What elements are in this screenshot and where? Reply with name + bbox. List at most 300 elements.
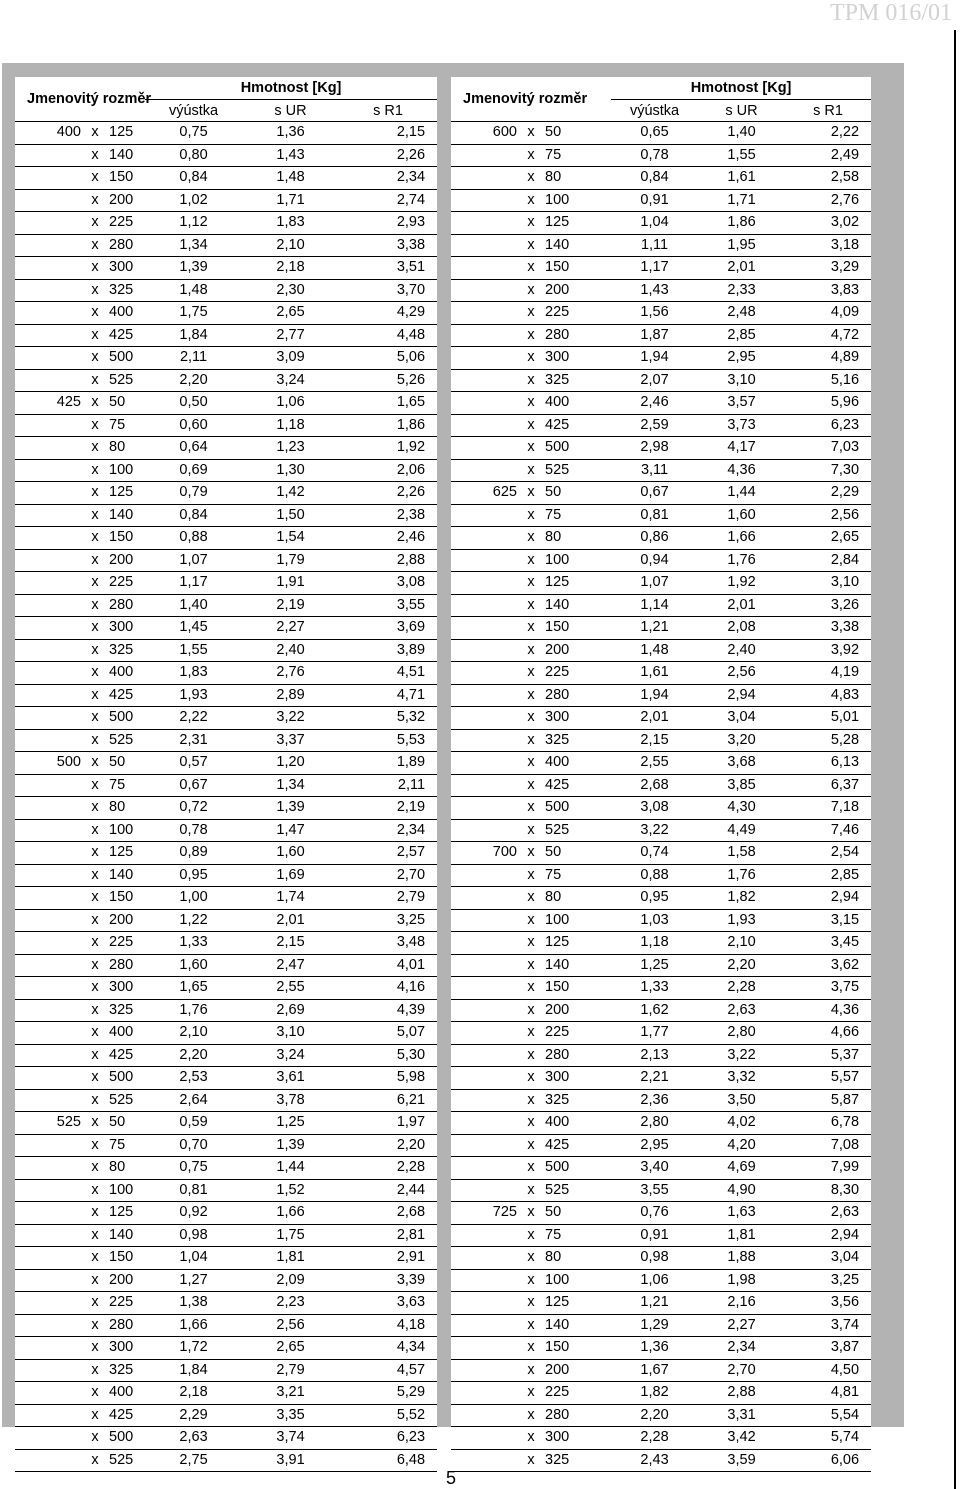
nominal-width-cell (15, 617, 85, 640)
times-sign-cell: x (85, 662, 105, 685)
times-sign-cell: x (521, 1044, 541, 1067)
mass-vyustka-cell: 2,43 (611, 1449, 698, 1472)
mass-s-r1-cell: 4,71 (339, 684, 437, 707)
mass-s-r1-cell: 4,36 (785, 999, 871, 1022)
mass-s-r1-cell: 4,18 (339, 1314, 437, 1337)
mass-vyustka-cell: 0,78 (145, 819, 242, 842)
mass-s-ur-cell: 1,66 (698, 527, 785, 550)
table-row (15, 1337, 437, 1360)
table-row (451, 1157, 871, 1180)
nominal-width-cell (451, 1314, 521, 1337)
mass-s-ur-cell: 2,65 (242, 302, 339, 325)
mass-s-r1-cell: 7,99 (785, 1157, 871, 1180)
times-sign-cell: x (85, 459, 105, 482)
mass-s-r1-cell: 4,48 (339, 324, 437, 347)
nominal-width-cell (15, 189, 85, 212)
times-sign-cell: x (85, 1292, 105, 1315)
mass-vyustka-cell: 0,78 (611, 144, 698, 167)
header-s-r1: s R1 (339, 100, 437, 122)
table-row (15, 1449, 437, 1472)
mass-s-ur-cell: 1,39 (242, 1134, 339, 1157)
table-row (451, 1382, 871, 1405)
mass-s-r1-cell: 4,19 (785, 662, 871, 685)
nominal-width-cell (451, 1269, 521, 1292)
mass-vyustka-cell: 0,98 (145, 1224, 242, 1247)
table-row (15, 819, 437, 842)
table-row (451, 819, 871, 842)
nominal-width-cell (451, 1292, 521, 1315)
nominal-height-cell: 400 (105, 1022, 145, 1045)
nominal-width-cell (451, 1044, 521, 1067)
times-sign-cell: x (521, 729, 541, 752)
nominal-height-cell: 100 (541, 549, 611, 572)
table-row (451, 279, 871, 302)
mass-vyustka-cell: 3,40 (611, 1157, 698, 1180)
mass-s-ur-cell: 3,35 (242, 1404, 339, 1427)
nominal-height-cell: 225 (105, 1292, 145, 1315)
table-row (15, 1179, 437, 1202)
nominal-height-cell: 325 (105, 1359, 145, 1382)
mass-vyustka-cell: 0,84 (611, 167, 698, 190)
times-sign-cell: x (521, 1314, 541, 1337)
mass-s-ur-cell: 1,52 (242, 1179, 339, 1202)
mass-s-r1-cell: 2,81 (339, 1224, 437, 1247)
mass-s-r1-cell: 2,15 (339, 122, 437, 145)
mass-vyustka-cell: 1,03 (611, 909, 698, 932)
mass-s-ur-cell: 2,10 (698, 932, 785, 955)
mass-vyustka-cell: 1,07 (145, 549, 242, 572)
mass-s-r1-cell: 1,86 (339, 414, 437, 437)
mass-vyustka-cell: 1,39 (145, 257, 242, 280)
nominal-height-cell: 500 (105, 1427, 145, 1450)
nominal-width-cell (15, 797, 85, 820)
mass-s-r1-cell: 2,68 (339, 1202, 437, 1225)
table-row (451, 594, 871, 617)
mass-s-r1-cell: 7,03 (785, 437, 871, 460)
mass-vyustka-cell: 0,76 (611, 1202, 698, 1225)
times-sign-cell: x (521, 1157, 541, 1180)
mass-vyustka-cell: 2,22 (145, 707, 242, 730)
mass-s-ur-cell: 3,78 (242, 1089, 339, 1112)
table-row (15, 707, 437, 730)
nominal-height-cell: 300 (105, 257, 145, 280)
mass-s-r1-cell: 1,65 (339, 392, 437, 415)
header-s-ur: s UR (698, 100, 785, 122)
nominal-height-cell: 75 (105, 414, 145, 437)
nominal-width-cell (451, 1179, 521, 1202)
table-row (451, 662, 871, 685)
nominal-width-cell (15, 594, 85, 617)
times-sign-cell: x (85, 932, 105, 955)
mass-s-ur-cell: 2,56 (698, 662, 785, 685)
mass-s-r1-cell: 4,29 (339, 302, 437, 325)
table-row (15, 797, 437, 820)
mass-vyustka-cell: 1,04 (611, 212, 698, 235)
table-row (15, 932, 437, 955)
table-row (451, 617, 871, 640)
mass-s-ur-cell: 3,22 (242, 707, 339, 730)
mass-vyustka-cell: 2,68 (611, 774, 698, 797)
table-row (15, 279, 437, 302)
table-row (451, 257, 871, 280)
times-sign-cell: x (85, 797, 105, 820)
mass-s-ur-cell: 2,10 (242, 234, 339, 257)
times-sign-cell: x (85, 369, 105, 392)
table-row (15, 414, 437, 437)
nominal-height-cell: 300 (105, 1337, 145, 1360)
times-sign-cell: x (85, 1179, 105, 1202)
mass-s-ur-cell: 1,18 (242, 414, 339, 437)
mass-s-r1-cell: 7,30 (785, 459, 871, 482)
mass-vyustka-cell: 1,76 (145, 999, 242, 1022)
mass-vyustka-cell: 0,64 (145, 437, 242, 460)
nominal-width-cell (15, 999, 85, 1022)
mass-s-ur-cell: 2,23 (242, 1292, 339, 1315)
mass-s-r1-cell: 5,07 (339, 1022, 437, 1045)
times-sign-cell: x (521, 527, 541, 550)
header-mass: Hmotnost [Kg] (611, 77, 871, 100)
times-sign-cell: x (85, 414, 105, 437)
table-row (451, 1269, 871, 1292)
mass-s-r1-cell: 2,58 (785, 167, 871, 190)
mass-s-r1-cell: 3,08 (339, 572, 437, 595)
nominal-width-cell: 425 (15, 392, 85, 415)
table-row (15, 1427, 437, 1450)
mass-s-r1-cell: 3,83 (785, 279, 871, 302)
nominal-width-cell (15, 302, 85, 325)
mass-s-ur-cell: 2,80 (698, 1022, 785, 1045)
mass-vyustka-cell: 0,72 (145, 797, 242, 820)
table-row (15, 1247, 437, 1270)
mass-s-r1-cell: 3,87 (785, 1337, 871, 1360)
table-row (451, 797, 871, 820)
nominal-width-cell: 625 (451, 482, 521, 505)
table-row (451, 999, 871, 1022)
mass-vyustka-cell: 1,38 (145, 1292, 242, 1315)
mass-s-r1-cell: 2,74 (339, 189, 437, 212)
times-sign-cell: x (521, 1359, 541, 1382)
mass-vyustka-cell: 2,15 (611, 729, 698, 752)
nominal-height-cell: 80 (105, 1157, 145, 1180)
times-sign-cell: x (85, 1337, 105, 1360)
nominal-width-cell (15, 504, 85, 527)
table-row (15, 302, 437, 325)
nominal-height-cell: 325 (105, 999, 145, 1022)
mass-s-ur-cell: 2,40 (242, 639, 339, 662)
nominal-width-cell (15, 549, 85, 572)
mass-s-ur-cell: 3,57 (698, 392, 785, 415)
mass-s-r1-cell: 6,23 (785, 414, 871, 437)
mass-s-ur-cell: 1,92 (698, 572, 785, 595)
nominal-height-cell: 80 (541, 527, 611, 550)
nominal-height-cell: 140 (105, 1224, 145, 1247)
times-sign-cell: x (85, 887, 105, 910)
nominal-width-cell (451, 1112, 521, 1135)
mass-s-ur-cell: 2,63 (698, 999, 785, 1022)
mass-vyustka-cell: 2,53 (145, 1067, 242, 1090)
mass-s-r1-cell: 2,46 (339, 527, 437, 550)
mass-vyustka-cell: 0,95 (145, 864, 242, 887)
times-sign-cell: x (521, 662, 541, 685)
nominal-width-cell (15, 1089, 85, 1112)
mass-s-r1-cell: 5,96 (785, 392, 871, 415)
nominal-width-cell (15, 414, 85, 437)
mass-vyustka-cell: 0,94 (611, 549, 698, 572)
mass-s-r1-cell: 2,88 (339, 549, 437, 572)
times-sign-cell: x (521, 1382, 541, 1405)
mass-s-r1-cell: 7,08 (785, 1134, 871, 1157)
nominal-height-cell: 200 (541, 999, 611, 1022)
table-row (451, 549, 871, 572)
mass-s-r1-cell: 4,16 (339, 977, 437, 1000)
mass-vyustka-cell: 1,36 (611, 1337, 698, 1360)
mass-s-r1-cell: 3,62 (785, 954, 871, 977)
header-nominal-size: Jmenovitý rozměr (15, 77, 145, 122)
table-frame (2, 63, 904, 1468)
nominal-width-cell (451, 909, 521, 932)
times-sign-cell: x (85, 392, 105, 415)
table-row (15, 864, 437, 887)
nominal-height-cell: 225 (541, 662, 611, 685)
table-row (451, 1089, 871, 1112)
mass-vyustka-cell: 1,21 (611, 1292, 698, 1315)
table-row (451, 504, 871, 527)
mass-s-r1-cell: 5,57 (785, 1067, 871, 1090)
mass-s-r1-cell: 3,18 (785, 234, 871, 257)
nominal-width-cell (451, 167, 521, 190)
times-sign-cell: x (521, 797, 541, 820)
nominal-width-cell (451, 414, 521, 437)
table-row (15, 1044, 437, 1067)
mass-vyustka-cell: 1,00 (145, 887, 242, 910)
nominal-height-cell: 75 (541, 504, 611, 527)
mass-vyustka-cell: 2,80 (611, 1112, 698, 1135)
mass-s-ur-cell: 2,18 (242, 257, 339, 280)
mass-vyustka-cell: 0,67 (145, 774, 242, 797)
mass-s-ur-cell: 1,44 (242, 1157, 339, 1180)
nominal-width-cell (451, 954, 521, 977)
nominal-width-cell (451, 977, 521, 1000)
nominal-width-cell (451, 369, 521, 392)
mass-s-r1-cell: 2,94 (785, 887, 871, 910)
times-sign-cell: x (521, 482, 541, 505)
table-row (15, 1157, 437, 1180)
mass-s-r1-cell: 2,38 (339, 504, 437, 527)
table-row (15, 482, 437, 505)
header-s-r1: s R1 (785, 100, 871, 122)
mass-s-r1-cell: 6,48 (339, 1449, 437, 1472)
nominal-width-cell (15, 144, 85, 167)
mass-s-ur-cell: 1,63 (698, 1202, 785, 1225)
times-sign-cell: x (521, 167, 541, 190)
mass-vyustka-cell: 2,55 (611, 752, 698, 775)
table-row (15, 729, 437, 752)
times-sign-cell: x (85, 482, 105, 505)
table-row (451, 234, 871, 257)
mass-s-ur-cell: 1,66 (242, 1202, 339, 1225)
mass-s-r1-cell: 2,94 (785, 1224, 871, 1247)
times-sign-cell: x (521, 639, 541, 662)
mass-s-ur-cell: 3,10 (242, 1022, 339, 1045)
nominal-height-cell: 325 (105, 639, 145, 662)
times-sign-cell: x (521, 1179, 541, 1202)
table-row (15, 1067, 437, 1090)
mass-vyustka-cell: 1,48 (611, 639, 698, 662)
mass-vyustka-cell: 1,07 (611, 572, 698, 595)
header-nominal-size: Jmenovitý rozměr (451, 77, 611, 122)
nominal-width-cell (451, 932, 521, 955)
weight-table-left (15, 77, 437, 1472)
mass-s-r1-cell: 3,92 (785, 639, 871, 662)
nominal-height-cell: 325 (541, 369, 611, 392)
mass-s-ur-cell: 1,54 (242, 527, 339, 550)
mass-vyustka-cell: 0,59 (145, 1112, 242, 1135)
mass-s-ur-cell: 1,75 (242, 1224, 339, 1247)
mass-vyustka-cell: 0,74 (611, 842, 698, 865)
nominal-height-cell: 100 (541, 909, 611, 932)
mass-s-ur-cell: 2,40 (698, 639, 785, 662)
nominal-height-cell: 80 (541, 1247, 611, 1270)
nominal-height-cell: 140 (541, 234, 611, 257)
times-sign-cell: x (85, 1112, 105, 1135)
mass-s-ur-cell: 1,79 (242, 549, 339, 572)
mass-s-ur-cell: 2,47 (242, 954, 339, 977)
table-row (15, 1382, 437, 1405)
mass-vyustka-cell: 2,20 (145, 369, 242, 392)
nominal-width-cell (15, 954, 85, 977)
mass-s-r1-cell: 6,23 (339, 1427, 437, 1450)
mass-s-r1-cell: 6,37 (785, 774, 871, 797)
mass-s-r1-cell: 5,01 (785, 707, 871, 730)
mass-vyustka-cell: 1,43 (611, 279, 698, 302)
table-row (451, 437, 871, 460)
table-row (451, 1314, 871, 1337)
nominal-width-cell (451, 1427, 521, 1450)
mass-s-r1-cell: 2,65 (785, 527, 871, 550)
times-sign-cell: x (85, 819, 105, 842)
mass-s-ur-cell: 1,81 (698, 1224, 785, 1247)
mass-s-r1-cell: 4,50 (785, 1359, 871, 1382)
mass-s-r1-cell: 2,76 (785, 189, 871, 212)
times-sign-cell: x (85, 1359, 105, 1382)
mass-s-r1-cell: 2,93 (339, 212, 437, 235)
mass-s-ur-cell: 1,71 (698, 189, 785, 212)
times-sign-cell: x (85, 729, 105, 752)
nominal-width-cell (451, 1067, 521, 1090)
nominal-height-cell: 125 (541, 212, 611, 235)
nominal-width-cell (451, 437, 521, 460)
nominal-width-cell (15, 437, 85, 460)
times-sign-cell: x (521, 392, 541, 415)
nominal-width-cell (451, 639, 521, 662)
mass-vyustka-cell: 2,46 (611, 392, 698, 415)
mass-vyustka-cell: 1,11 (611, 234, 698, 257)
nominal-height-cell: 150 (541, 1337, 611, 1360)
mass-s-r1-cell: 2,79 (339, 887, 437, 910)
table-row (451, 1292, 871, 1315)
mass-vyustka-cell: 3,22 (611, 819, 698, 842)
nominal-height-cell: 225 (105, 212, 145, 235)
times-sign-cell: x (85, 1269, 105, 1292)
times-sign-cell: x (85, 1202, 105, 1225)
nominal-height-cell: 150 (541, 617, 611, 640)
mass-vyustka-cell: 0,60 (145, 414, 242, 437)
mass-s-r1-cell: 2,63 (785, 1202, 871, 1225)
mass-s-ur-cell: 1,47 (242, 819, 339, 842)
nominal-width-cell (451, 392, 521, 415)
table-row (15, 954, 437, 977)
document-code: TPM 016/01 (829, 0, 952, 26)
table-row (15, 662, 437, 685)
mass-s-ur-cell: 1,61 (698, 167, 785, 190)
mass-vyustka-cell: 2,75 (145, 1449, 242, 1472)
times-sign-cell: x (521, 1449, 541, 1472)
nominal-height-cell: 150 (105, 1247, 145, 1270)
mass-vyustka-cell: 1,33 (611, 977, 698, 1000)
mass-vyustka-cell: 0,92 (145, 1202, 242, 1225)
mass-s-r1-cell: 2,29 (785, 482, 871, 505)
table-row (451, 392, 871, 415)
nominal-width-cell (15, 234, 85, 257)
mass-s-r1-cell: 6,78 (785, 1112, 871, 1135)
mass-vyustka-cell: 0,95 (611, 887, 698, 910)
nominal-height-cell: 100 (541, 1269, 611, 1292)
table-row (451, 347, 871, 370)
times-sign-cell: x (521, 212, 541, 235)
nominal-width-cell (15, 1179, 85, 1202)
nominal-width-cell (15, 1067, 85, 1090)
mass-s-ur-cell: 1,76 (698, 549, 785, 572)
mass-vyustka-cell: 1,34 (145, 234, 242, 257)
table-row (15, 144, 437, 167)
table-row (15, 774, 437, 797)
times-sign-cell: x (85, 302, 105, 325)
mass-s-r1-cell: 3,89 (339, 639, 437, 662)
mass-vyustka-cell: 2,01 (611, 707, 698, 730)
mass-vyustka-cell: 1,48 (145, 279, 242, 302)
mass-s-ur-cell: 1,93 (698, 909, 785, 932)
mass-s-r1-cell: 3,25 (785, 1269, 871, 1292)
mass-vyustka-cell: 1,75 (145, 302, 242, 325)
mass-s-ur-cell: 1,81 (242, 1247, 339, 1270)
mass-vyustka-cell: 2,29 (145, 1404, 242, 1427)
table-row (15, 1359, 437, 1382)
mass-s-ur-cell: 3,73 (698, 414, 785, 437)
table-row (451, 1404, 871, 1427)
mass-vyustka-cell: 2,95 (611, 1134, 698, 1157)
mass-vyustka-cell: 1,87 (611, 324, 698, 347)
mass-s-ur-cell: 2,28 (698, 977, 785, 1000)
mass-vyustka-cell: 2,63 (145, 1427, 242, 1450)
mass-vyustka-cell: 0,88 (145, 527, 242, 550)
times-sign-cell: x (85, 212, 105, 235)
mass-s-r1-cell: 3,38 (339, 234, 437, 257)
nominal-width-cell (451, 459, 521, 482)
mass-vyustka-cell: 0,91 (611, 1224, 698, 1247)
nominal-height-cell: 140 (541, 594, 611, 617)
times-sign-cell: x (85, 617, 105, 640)
table-row (15, 1022, 437, 1045)
nominal-height-cell: 140 (105, 504, 145, 527)
mass-s-r1-cell: 3,26 (785, 594, 871, 617)
mass-s-ur-cell: 3,24 (242, 1044, 339, 1067)
nominal-height-cell: 400 (105, 662, 145, 685)
mass-vyustka-cell: 0,84 (145, 167, 242, 190)
times-sign-cell: x (521, 1224, 541, 1247)
mass-vyustka-cell: 2,13 (611, 1044, 698, 1067)
mass-vyustka-cell: 0,84 (145, 504, 242, 527)
nominal-height-cell: 280 (105, 594, 145, 617)
